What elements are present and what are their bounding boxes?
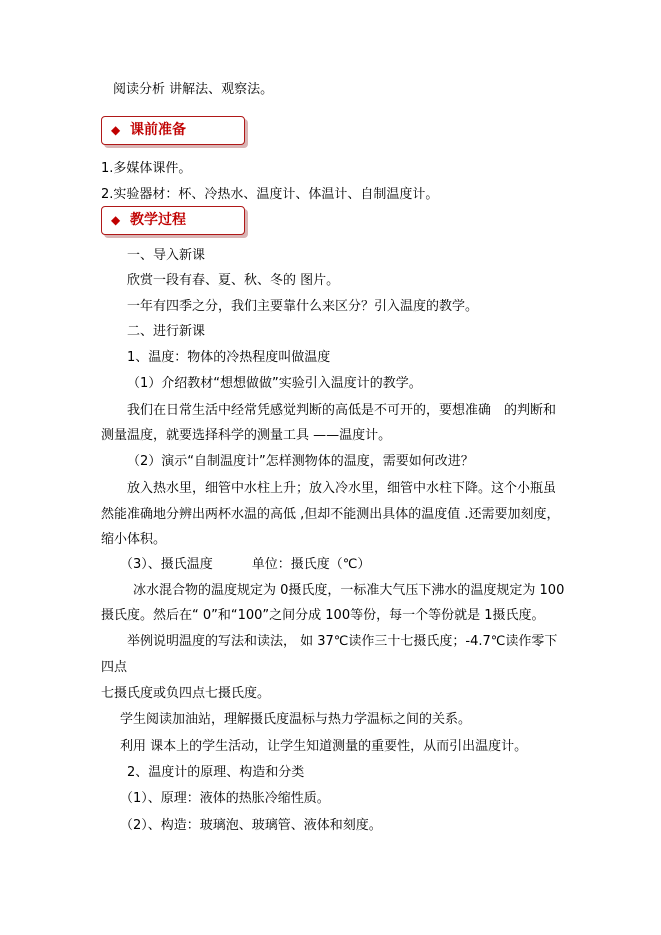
body-line: 欣赏一段有春、夏、秋、冬的 图片。 <box>127 273 340 288</box>
body-line: 举例说明温度的写法和读法， 如 37℃读作三十七摄氏度；-4.7℃读作零下 <box>127 634 558 649</box>
body-line: 一、导入新课 <box>127 248 206 263</box>
body-line: 测量温度，就要选择科学的测量工具 ——温度计。 <box>101 428 392 443</box>
diamond-bullet-icon: ◆ <box>111 123 121 137</box>
section-header-prep <box>101 116 245 145</box>
body-line: 缩小体积。 <box>101 532 167 547</box>
body-line: 冰水混合物的温度规定为 0摄氏度，一标准大气压下沸水的温度规定为 100 <box>133 583 565 598</box>
prep-item: 1.多媒体课件。 <box>101 161 192 176</box>
section-header-process <box>101 206 245 235</box>
prep-item: 2.实验器材：杯、冷热水、温度计、体温计、自制温度计。 <box>101 187 439 202</box>
diamond-bullet-icon: ◆ <box>111 213 121 227</box>
body-line: （2）演示“自制温度计”怎样测物体的温度，需要如何改进？ <box>127 454 474 469</box>
body-line: 四点 <box>101 660 128 675</box>
body-line: （1）介绍教材“想想做做”实验引入温度计的教学。 <box>127 376 422 391</box>
section-title: 课前准备 <box>130 122 186 138</box>
section-title: 教学过程 <box>130 212 186 228</box>
body-line: 七摄氏度或负四点七摄氏度。 <box>101 686 271 701</box>
body-line: 二、进行新课 <box>127 324 206 339</box>
body-line: 2、温度计的原理、构造和分类 <box>127 765 305 780</box>
body-line: 利用 课本上的学生活动，让学生知道测量的重要性，从而引出温度计。 <box>120 739 528 754</box>
body-line: 放入热水里，细管中水柱上升；放入冷水里，细管中水柱下降。这个小瓶虽 <box>127 481 557 496</box>
body-line: 一年有四季之分，我们主要靠什么来区分？引入温度的教学。 <box>127 299 479 314</box>
body-line: （2）、构造：玻璃泡、玻璃管、液体和刻度。 <box>120 818 382 833</box>
body-line: 1、温度：物体的冷热程度叫做温度 <box>127 350 331 365</box>
body-line: （3）、摄氏温度 单位：摄氏度（℃） <box>120 557 371 572</box>
body-line: 摄氏度。然后在“ 0”和“100”之间分成 100等份，每一个等份就是 1摄氏度。 <box>101 608 545 623</box>
intro-methods: 阅读分析 讲解法、观察法。 <box>113 82 274 97</box>
body-line: 学生阅读加油站，理解摄氏度温标与热力学温标之间的关系。 <box>120 712 472 727</box>
body-line: 我们在日常生活中经常凭感觉判断的高低是不可开的，要想准确 的判断和 <box>127 403 557 418</box>
body-line: （1）、原理：液体的热胀冷缩性质。 <box>120 791 330 806</box>
body-line: 然能准确地分辨出两杯水温的高低 ,但却不能测出具体的温度值 .还需要加刻度， <box>101 507 560 522</box>
